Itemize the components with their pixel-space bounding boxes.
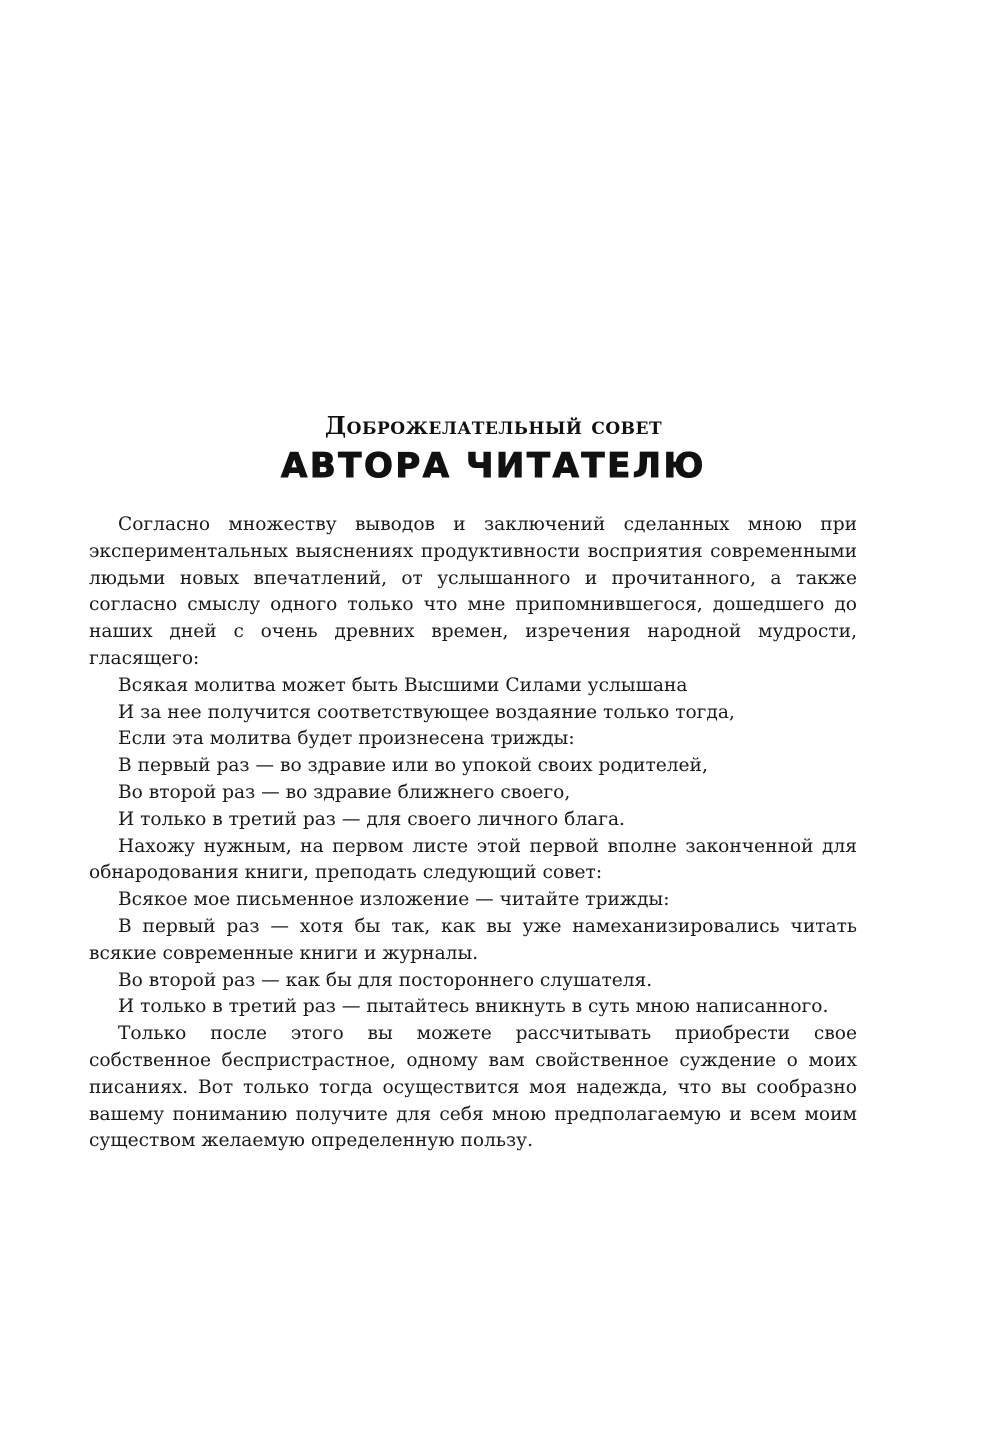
paragraph: И только в третий раз — для своего личного блага. [118, 808, 625, 830]
title-line-2: АВТОРА ЧИТАТЕЛЮ [281, 446, 706, 486]
paragraph: Нахожу нужным, на первом листе этой первой вполне законченной для обнародования книги, преподать следующий совет: [89, 835, 857, 884]
paragraph: Во второй раз — как бы для постороннего слушателя. [118, 969, 653, 991]
paragraph: В первый раз — хотя бы так, как вы уже намеханизировались читать всякие современные книги и журналы. [89, 915, 857, 964]
paragraph: Только после этого вы можете рассчитывать приобрести свое собственное беспристрастное, одному вам свойственное суждение о моих писаниях. Вот только тогда осуществится моя надежда, что вы сообразно вашему пониманию получите для себя мною предполагаемую и всем моим существом желаемую определенную пользу. [89, 1023, 857, 1152]
paragraph: Согласно множеству выводов и заключений сделанных мною при экспериментальных выяснениях продуктивности восприятия современными людьми новых впечатлений, от услышанного и прочитанного, а также согласно смыслу одного только что мне припомнившегося, дошедшего до наших дней с очень древних времен, изречения народной мудрости, гласящего: [89, 514, 857, 669]
paragraph: Если эта молитва будет произнесена трижды: [118, 728, 575, 750]
paragraph: В первый раз — во здравие или во упокой своих родителей, [118, 755, 708, 777]
chapter-title [0, 410, 987, 488]
paragraph: И только в третий раз — пытайтесь вникнуть в суть мною написанного. [118, 996, 829, 1018]
paragraph: Во второй раз — во здравие ближнего своего, [118, 781, 571, 803]
title-line-1: Доброжелательный совет [324, 411, 663, 440]
paragraph: Всякая молитва может быть Высшими Силами услышана [118, 674, 688, 696]
paragraph: Всякое мое письменное изложение — читайте трижды: [118, 889, 670, 911]
paragraph: И за нее получится соответствующее воздаяние только тогда, [118, 701, 735, 723]
body-text [89, 512, 857, 1155]
